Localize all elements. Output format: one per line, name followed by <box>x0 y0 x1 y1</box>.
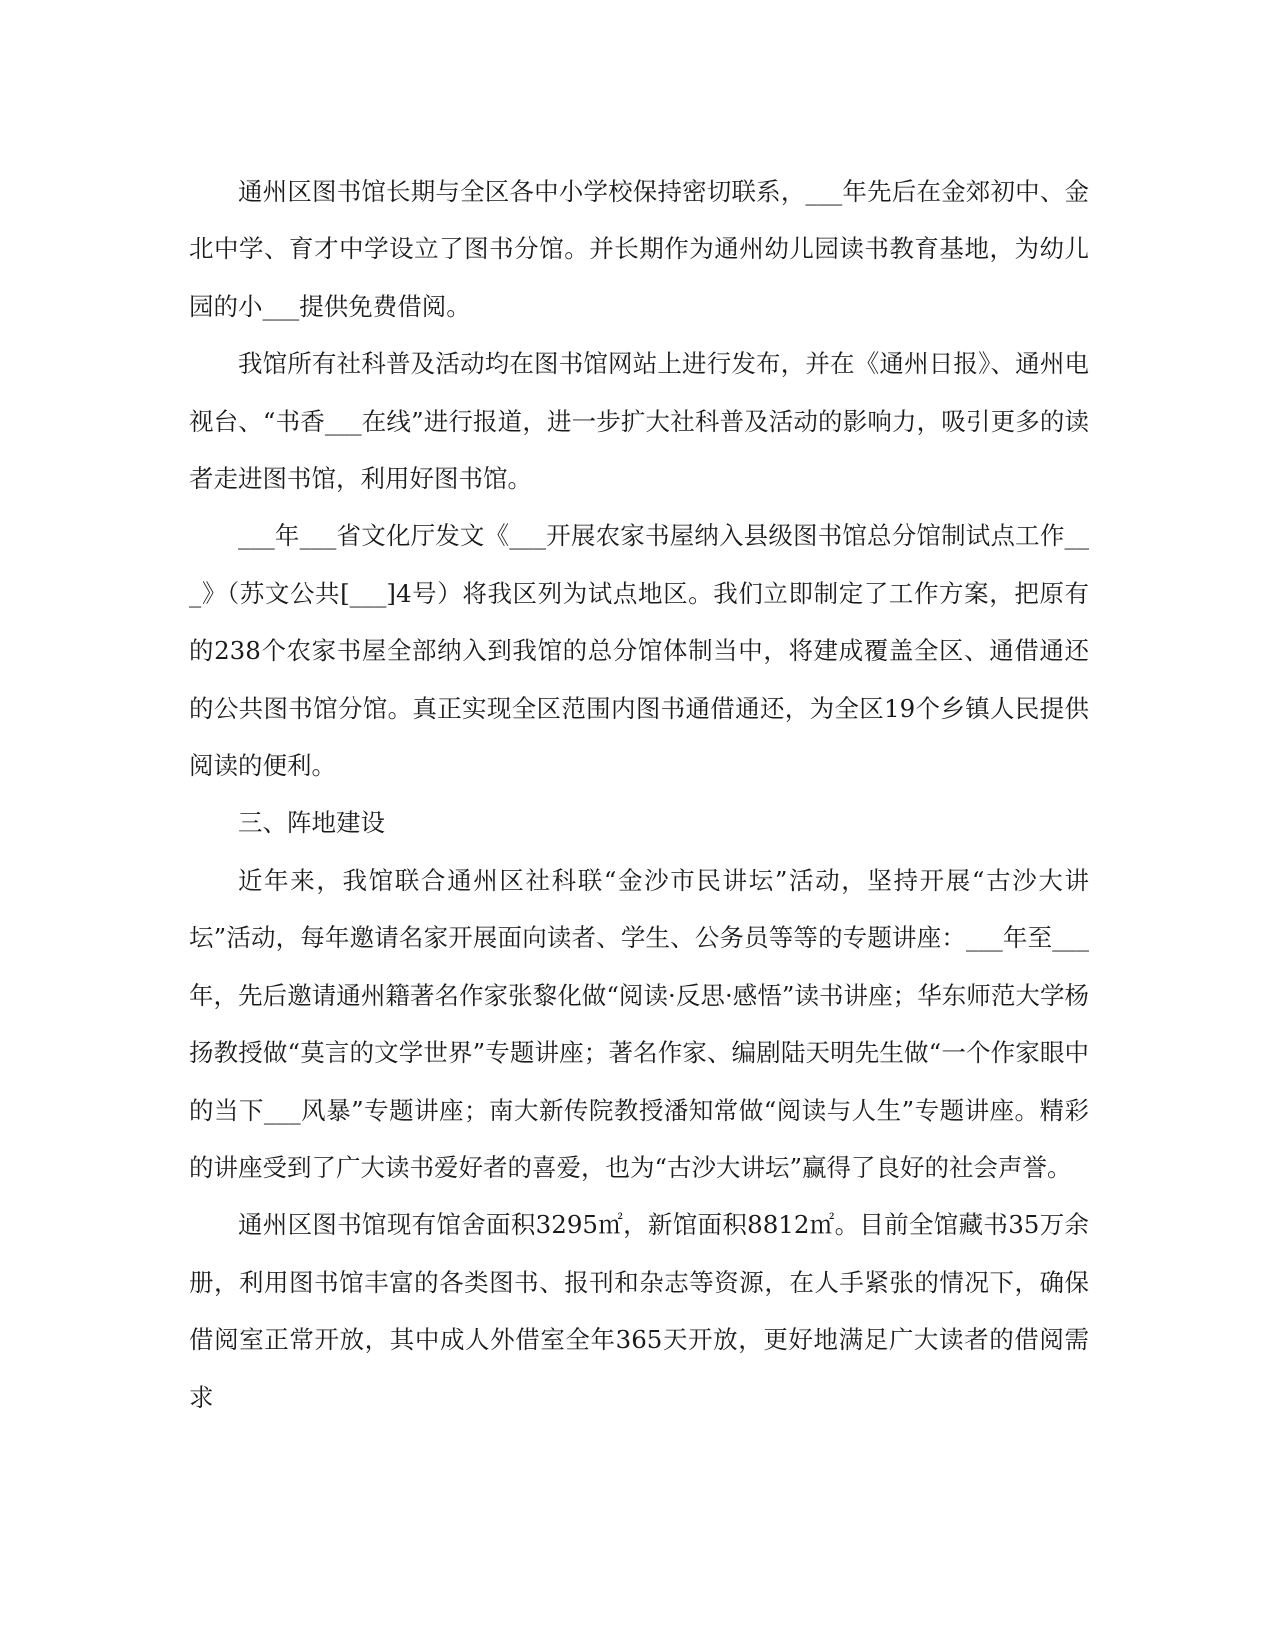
paragraph-library-facilities: 通州区图书馆现有馆舍面积3295㎡，新馆面积8812㎡。目前全馆藏书35万余册，利用图书馆丰富的各类图书、报刊和杂志等资源，在人手紧张的情况下，确保借阅室正常开放，其中成人外借室全年365天开放，更好地满足广大读者的借阅需求 <box>189 1210 1089 1412</box>
section-heading-facility-construction: 三、阵地建设 <box>238 808 385 838</box>
paragraph-lecture-series: 近年来，我馆联合通州区社科联“金沙市民讲坛”活动，坚持开展“古沙大讲坛”活动，每年邀请名家开展面向读者、学生、公务员等等的专题讲座：___年至___年，先后邀请通州籍著名作家张黎化做“阅读·反思·感悟”读书讲座；华东师范大学杨扬教授做“莫言的文学世界”专题讲座；著名作家、编剧陆天明先生做“一个作家眼中的当下___风暴”专题讲座；南大新传院教授潘知常做“阅读与人生”专题讲座。精彩的讲座受到了广大读书爱好者的喜爱，也为“古沙大讲坛”赢得了良好的社会声誉。 <box>189 865 1089 1182</box>
document-body <box>189 163 1089 1426</box>
paragraph-school-branches: 通州区图书馆长期与全区各中小学校保持密切联系，___年先后在金郊初中、金北中学、育才中学设立了图书分馆。并长期作为通州幼儿园读书教育基地，为幼儿园的小___提供免费借阅。 <box>189 177 1089 321</box>
paragraph-rural-libraries: ___年___省文化厅发文《___开展农家书屋纳入县级图书馆总分馆制试点工作___》（苏文公共[___]4号）将我区列为试点地区。我们立即制定了工作方案，把原有的238个农家书屋全部纳入到我馆的总分馆体制当中，将建成覆盖全区、通借通还的公共图书馆分馆。真正实现全区范围内图书通借通还，为全区19个乡镇人民提供阅读的便利。 <box>189 521 1089 781</box>
paragraph-publicity: 我馆所有社科普及活动均在图书馆网站上进行发布，并在《通州日报》、通州电视台、“书香___在线”进行报道，进一步扩大社科普及活动的影响力，吸引更多的读者走进图书馆，利用好图书馆。 <box>189 349 1089 494</box>
